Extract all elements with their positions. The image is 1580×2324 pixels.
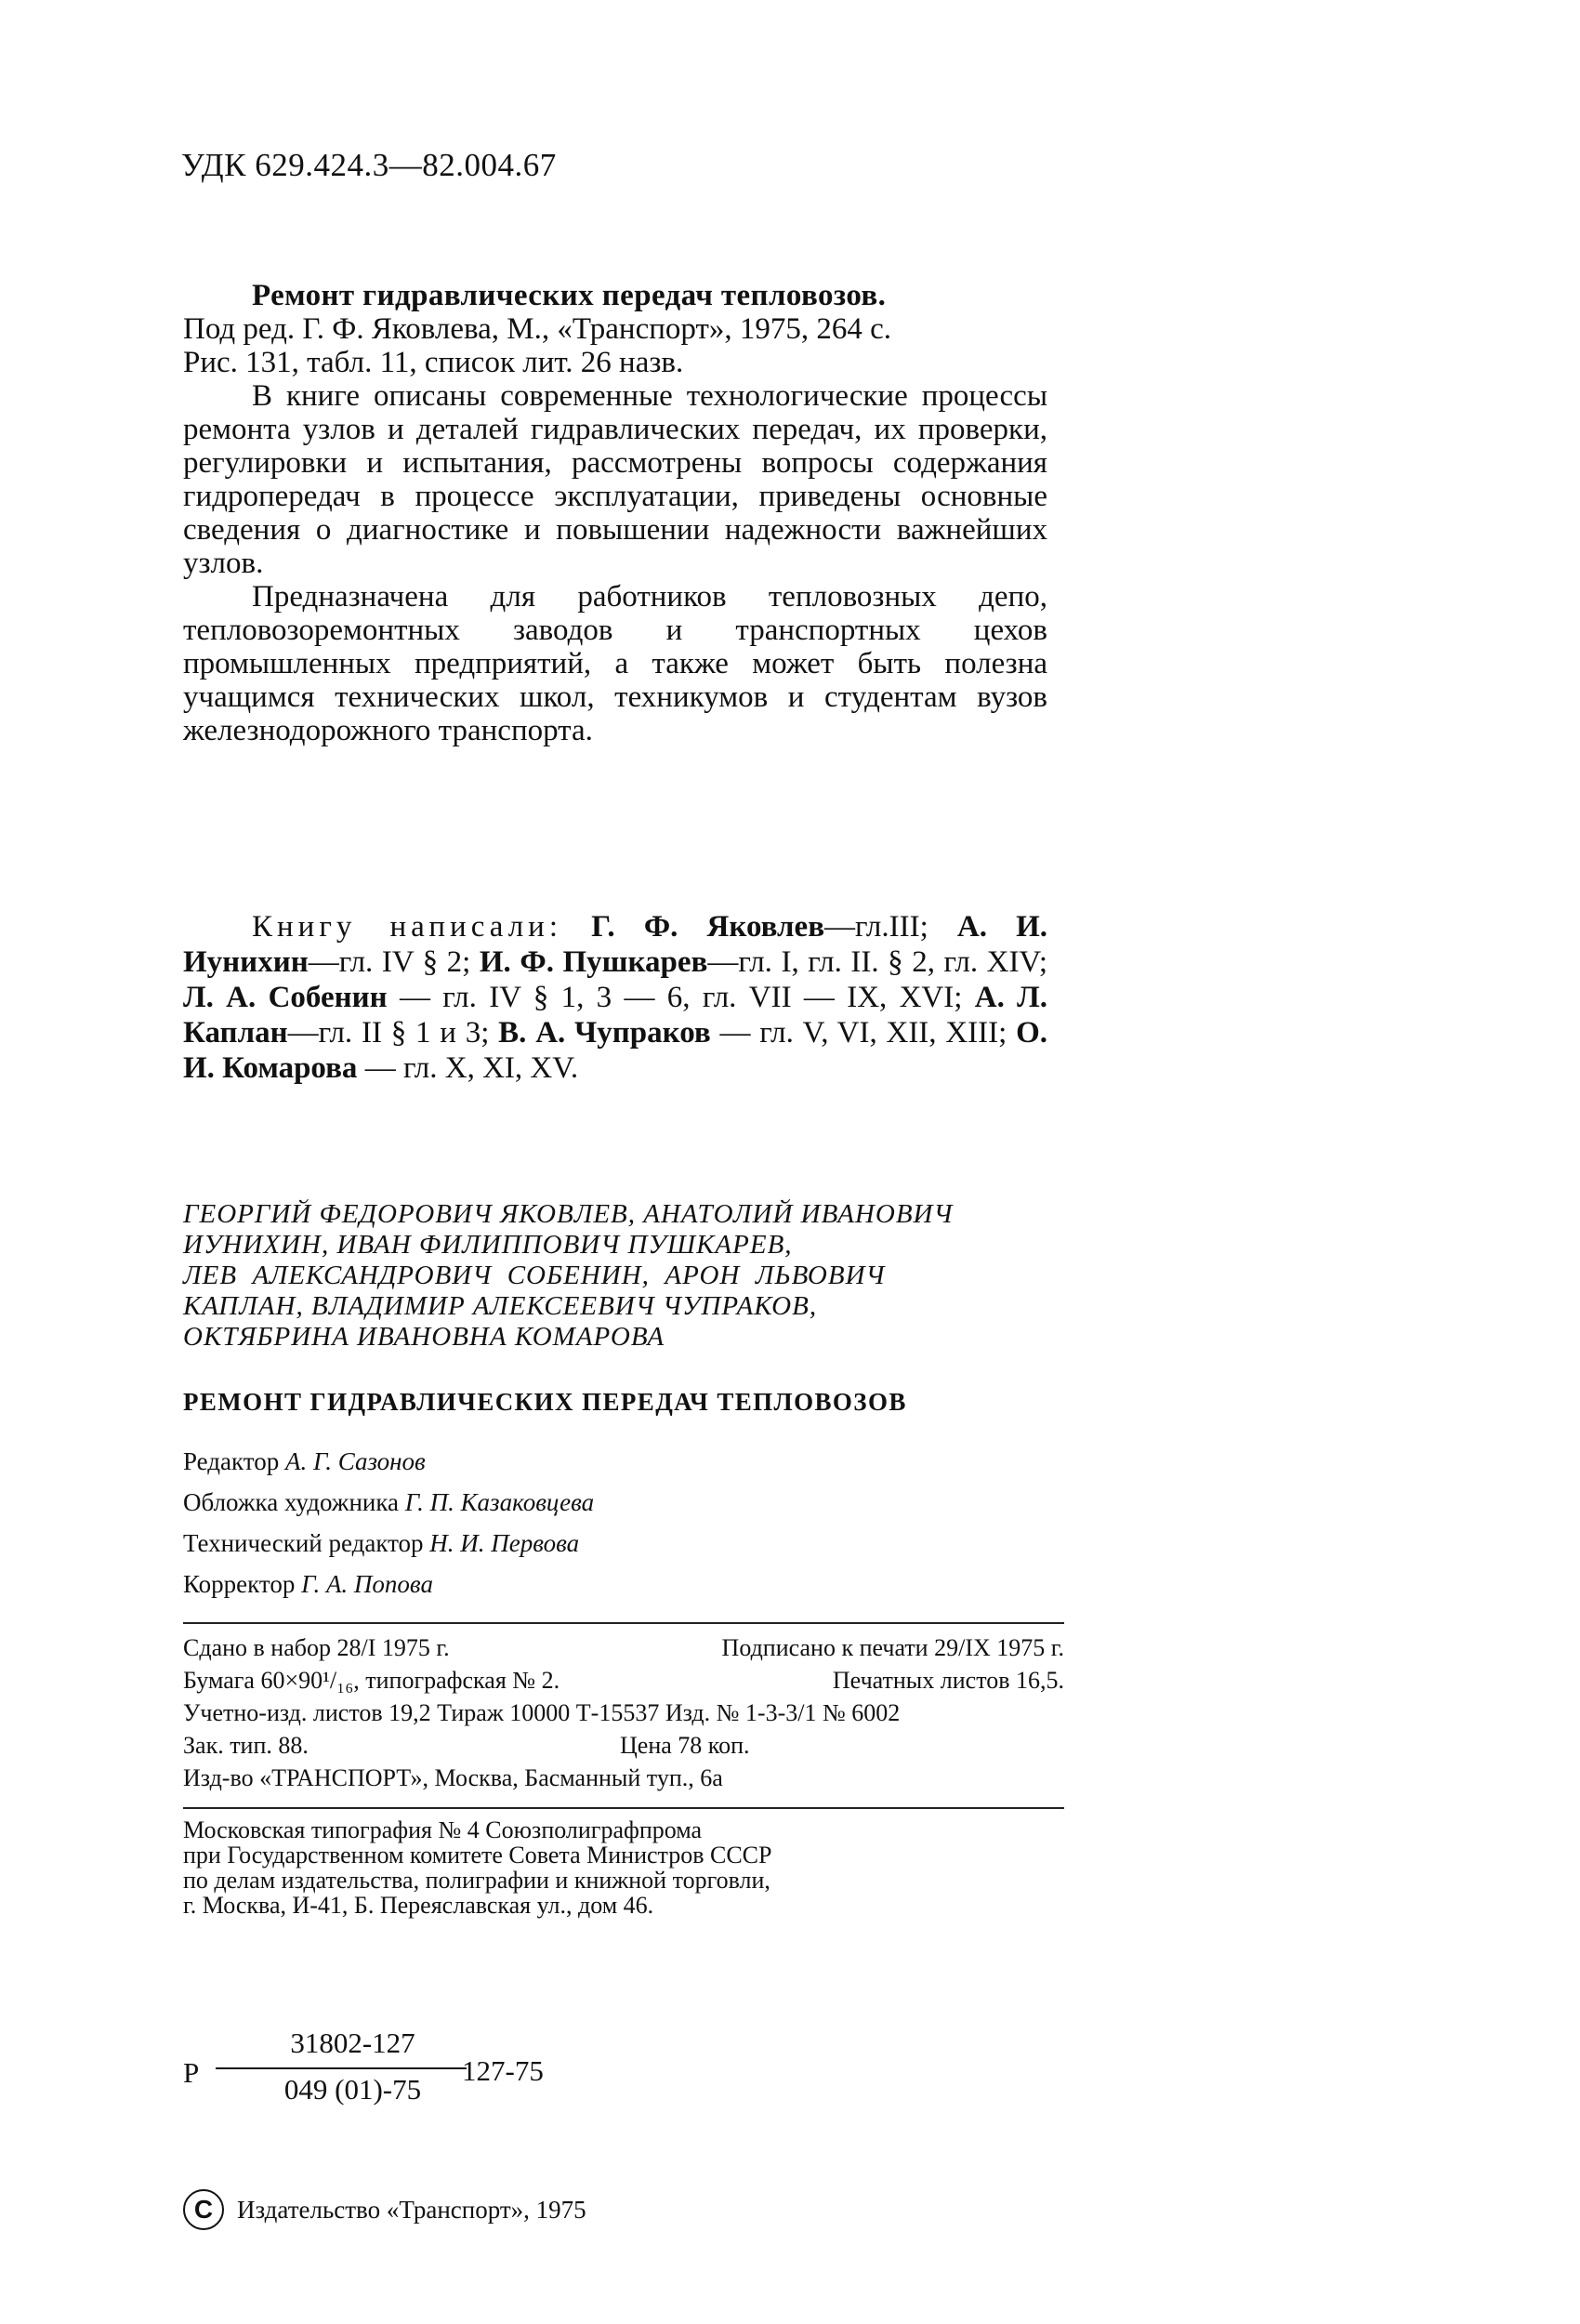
credit-role: Технический редактор [183,1529,424,1557]
credit-row [183,1564,594,1604]
author-name: О. И. Комарова [183,1016,1047,1085]
credit-role: Обложка художника [183,1488,400,1516]
book-title: РЕМОНТ ГИДРАВЛИЧЕСКИХ ПЕРЕДАЧ ТЕПЛОВОЗОВ [183,1388,907,1416]
abstract-stats: Рис. 131, табл. 11, список лит. 26 назв. [183,346,684,379]
print-row [183,1697,1064,1729]
printer-info [183,1817,1064,1918]
full-names-line: ЛЕВ АЛЕКСАНДРОВИЧ СОБЕНИН, АРОН ЛЬВОВИЧ [183,1261,886,1290]
divider-bottom [183,1807,1064,1809]
fraction-line [216,2067,467,2069]
author-chapters: —гл.III; [824,910,928,944]
print-submitted: Сдано в набор 28/I 1975 г. [183,1634,450,1661]
abstract-title: Ремонт гидравлических передач тепловозов. [252,279,887,312]
credit-row [183,1523,594,1564]
credit-name: Н. И. Первова [429,1529,580,1557]
print-row [183,1762,1064,1794]
credit-role: Редактор [183,1447,280,1475]
copyright-text: Издательство «Транспорт», 1975 [237,2195,586,2224]
full-names-line: ОКТЯБРИНА ИВАНОВНА КОМАРОВА [183,1322,665,1352]
author-name: В. А. Чупраков [498,1016,711,1050]
author-chapters: — гл. V, VI, XII, XIII; [719,1016,1007,1050]
author-name: И. Ф. Пушкарев [479,945,708,979]
credits-list [183,1441,594,1604]
print-row [183,1729,1064,1762]
author-chapters: —гл. IV § 2; [308,945,471,979]
print-row [183,1664,1064,1697]
author-name: А. И. Иунихин [183,910,1048,979]
copyright-line [183,2189,586,2230]
abstract-editor-line: Под ред. Г. Ф. Яковлева, М., «Транспорт», 1975, 264 с. [183,312,892,346]
index-numerator: 31802-127 [290,2027,415,2059]
author-name: А. Л. Каплан [183,981,1048,1050]
credit-name: Г. П. Казаковцева [404,1488,595,1516]
full-names-line: ГЕОРГИЙ ФЕДОРОВИЧ ЯКОВЛЕВ, АНАТОЛИЙ ИВАНОВИЧ [183,1199,954,1229]
print-sheets: Печатных листов 16,5. [832,1667,1064,1694]
publisher-address: Изд-во «ТРАНСПОРТ», Москва, Басманный туп., 6а [183,1764,723,1791]
author-name: Г. Ф. Яковлев [591,910,825,944]
index-prefix: Р [183,2056,200,2089]
udk-code: УДК 629.424.3—82.004.67 [181,147,557,183]
credit-row [183,1441,594,1482]
print-details [183,1631,1064,1794]
print-paper: Бумага 60×90¹/₁₆, типографская № 2. [183,1667,560,1694]
abstract-paragraph-1: В книге описаны современные технологические процессы ремонта узлов и деталей гидравлических передач, их проверки, регулировки и испытания, рассмотрены вопросы содержания гидропередач в процессе эксплуатации, приведены основные сведения о диагностике и повышении надежности важнейших узлов. [183,379,1047,580]
credit-role: Корректор [183,1570,296,1598]
author-full-names [183,1199,1064,1353]
printer-line: г. Москва, И-41, Б. Переяславская ул., дом 46. [183,1892,654,1919]
index-denominator: 049 (01)-75 [283,2073,422,2106]
author-chapters: — гл. X, XI, XV. [364,1051,579,1085]
print-price: Цена 78 коп. [620,1732,750,1759]
credit-name: А. Г. Сазонов [284,1447,426,1475]
author-name: Л. А. Собенин [183,981,388,1014]
abstract-paragraph-2: Предназначена для работников тепловозных депо, тепловозоремонтных заводов и транспортных цехов промышленных предприятий, а также может быть полезна учащимся технических школ, техникумов и студентам вузов железнодорожного транспорта. [183,580,1047,747]
author-chapters: — гл. IV § 1, 3 — 6, гл. VII — IX, XVI; [399,981,963,1014]
authors-intro: Книгу написали: [252,910,562,944]
print-row [183,1631,1064,1664]
divider-top [183,1622,1064,1624]
index-suffix: 127-75 [462,2054,544,2087]
abstract-block [183,279,1047,747]
print-order: Зак. тип. 88. [183,1732,309,1759]
print-signed: Подписано к печати 29/IX 1975 г. [721,1634,1064,1661]
printer-line: по делам издательства, полиграфии и книжной торговли, [183,1867,770,1894]
full-names-line: ИУНИХИН, ИВАН ФИЛИППОВИЧ ПУШКАРЕВ, [183,1230,793,1260]
printer-line: Московская типография № 4 Союзполиграфпрома [183,1816,703,1843]
print-run: Учетно-изд. листов 19,2 Тираж 10000 Т-15537 Изд. № 1-3-3/1 № 6002 [183,1699,901,1726]
authors-paragraph [183,909,1047,1086]
printer-line: при Государственном комитете Совета Министров СССР [183,1842,772,1868]
credit-row [183,1482,594,1523]
author-chapters: —гл. I, гл. II. § 2, гл. XIV; [707,945,1047,979]
full-names-line: КАПЛАН, ВЛАДИМИР АЛЕКСЕЕВИЧ ЧУПРАКОВ, [183,1291,818,1321]
copyright-icon: C [183,2189,224,2230]
credit-name: Г. А. Попова [301,1570,433,1598]
authors-block [183,909,1047,1086]
author-chapters: —гл. II § 1 и 3; [287,1016,490,1050]
